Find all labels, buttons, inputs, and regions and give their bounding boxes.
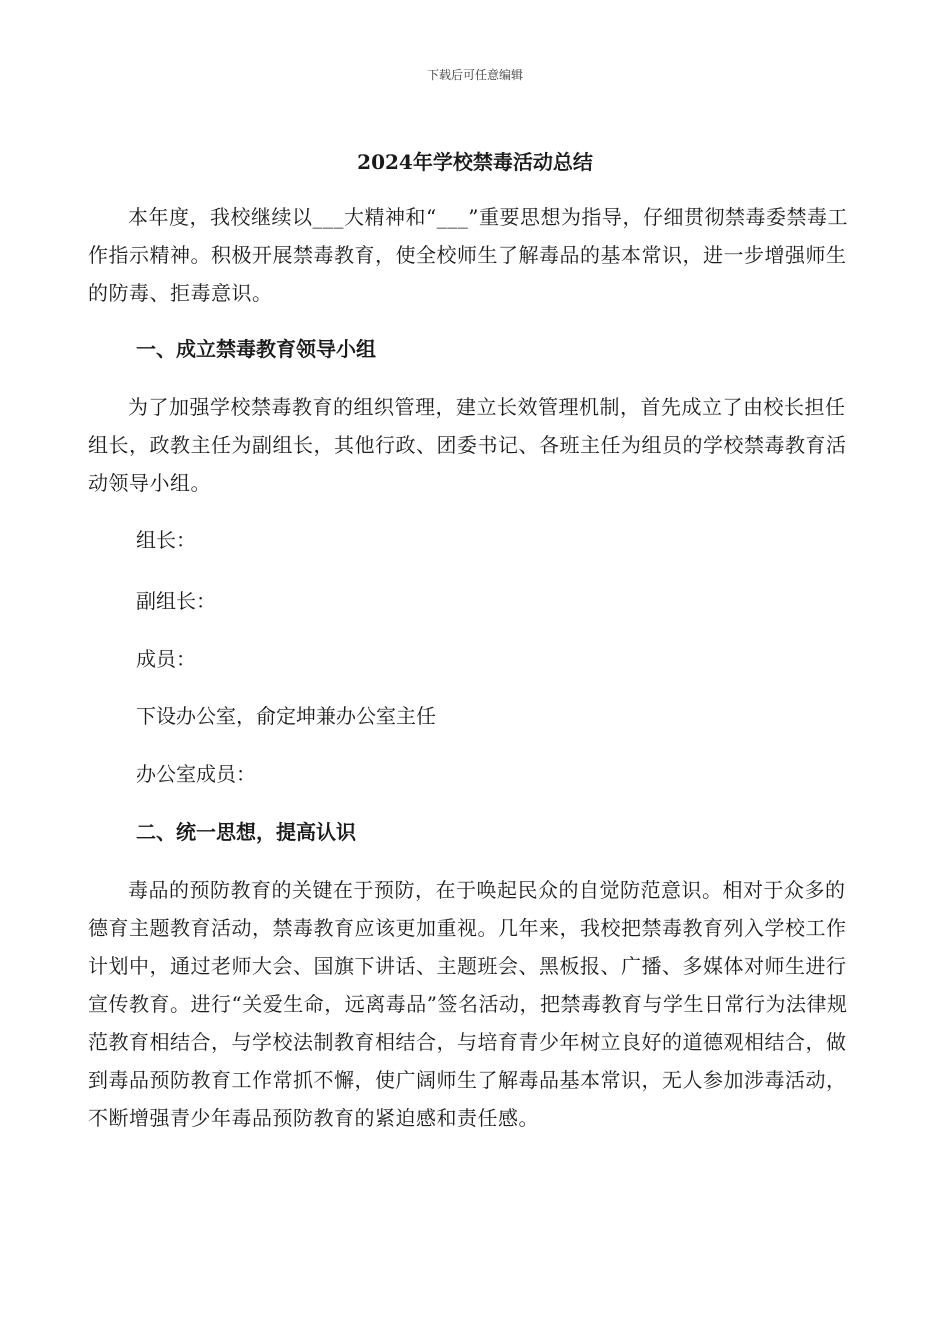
office-members-line: 办公室成员：: [136, 762, 256, 786]
office-line-block: [88, 697, 858, 735]
section2-heading-block: [88, 813, 858, 851]
section1-paragraph: 为了加强学校禁毒教育的组织管理，建立长效管理机制，首先成立了由校长担任组长，政教主任为副组长，其他行政、团委书记、各班主任为组员的学校禁毒教育活动领导小组。: [88, 395, 847, 495]
intro-block: [88, 198, 858, 312]
section1-heading-block: [88, 330, 858, 368]
section2-heading: 二、统一思想，提高认识: [136, 820, 356, 844]
leader-line-block: [88, 521, 858, 559]
section2-body: [88, 871, 858, 1137]
header-note: 下载后可任意编辑: [426, 68, 523, 82]
leader-line: 组长：: [136, 528, 196, 552]
office-line: 下设办公室，俞定坤兼办公室主任: [136, 704, 436, 728]
vice-leader-line-block: [88, 582, 858, 620]
section1-heading: 一、成立禁毒教育领导小组: [136, 337, 376, 361]
members-line: 成员：: [136, 647, 196, 671]
document-title: 2024年学校禁毒活动总结: [357, 150, 593, 174]
section1-body: [88, 388, 858, 502]
office-members-line-block: [88, 755, 858, 793]
intro-paragraph: 本年度，我校继续以___大精神和“___”重要思想为指导，仔细贯彻禁毒委禁毒工作指示精神。积极开展禁毒教育，使全校师生了解毒品的基本常识，进一步增强师生的防毒、拒毒意识。: [88, 205, 848, 305]
section2-paragraph: 毒品的预防教育的关键在于预防，在于唤起民众的自觉防范意识。相对于众多的德育主题教育活动，禁毒教育应该更加重视。几年来，我校把禁毒教育列入学校工作计划中，通过老师大会、国旗下讲话、主题班会、黑板报、广播、多媒体对师生进行宣传教育。进行“关爱生命，远离毒品”签名活动，把禁毒教育与学生日常行为法律规范教育相结合，与学校法制教育相结合，与培育青少年树立良好的道德观相结合，做到毒品预防教育工作常抓不懈，使广阔师生了解毒品基本常识，无人参加涉毒活动，不断增强青少年毒品预防教育的紧迫感和责任感。: [88, 878, 848, 1130]
vice-leader-line: 副组长：: [136, 589, 216, 613]
members-line-block: [88, 640, 858, 678]
